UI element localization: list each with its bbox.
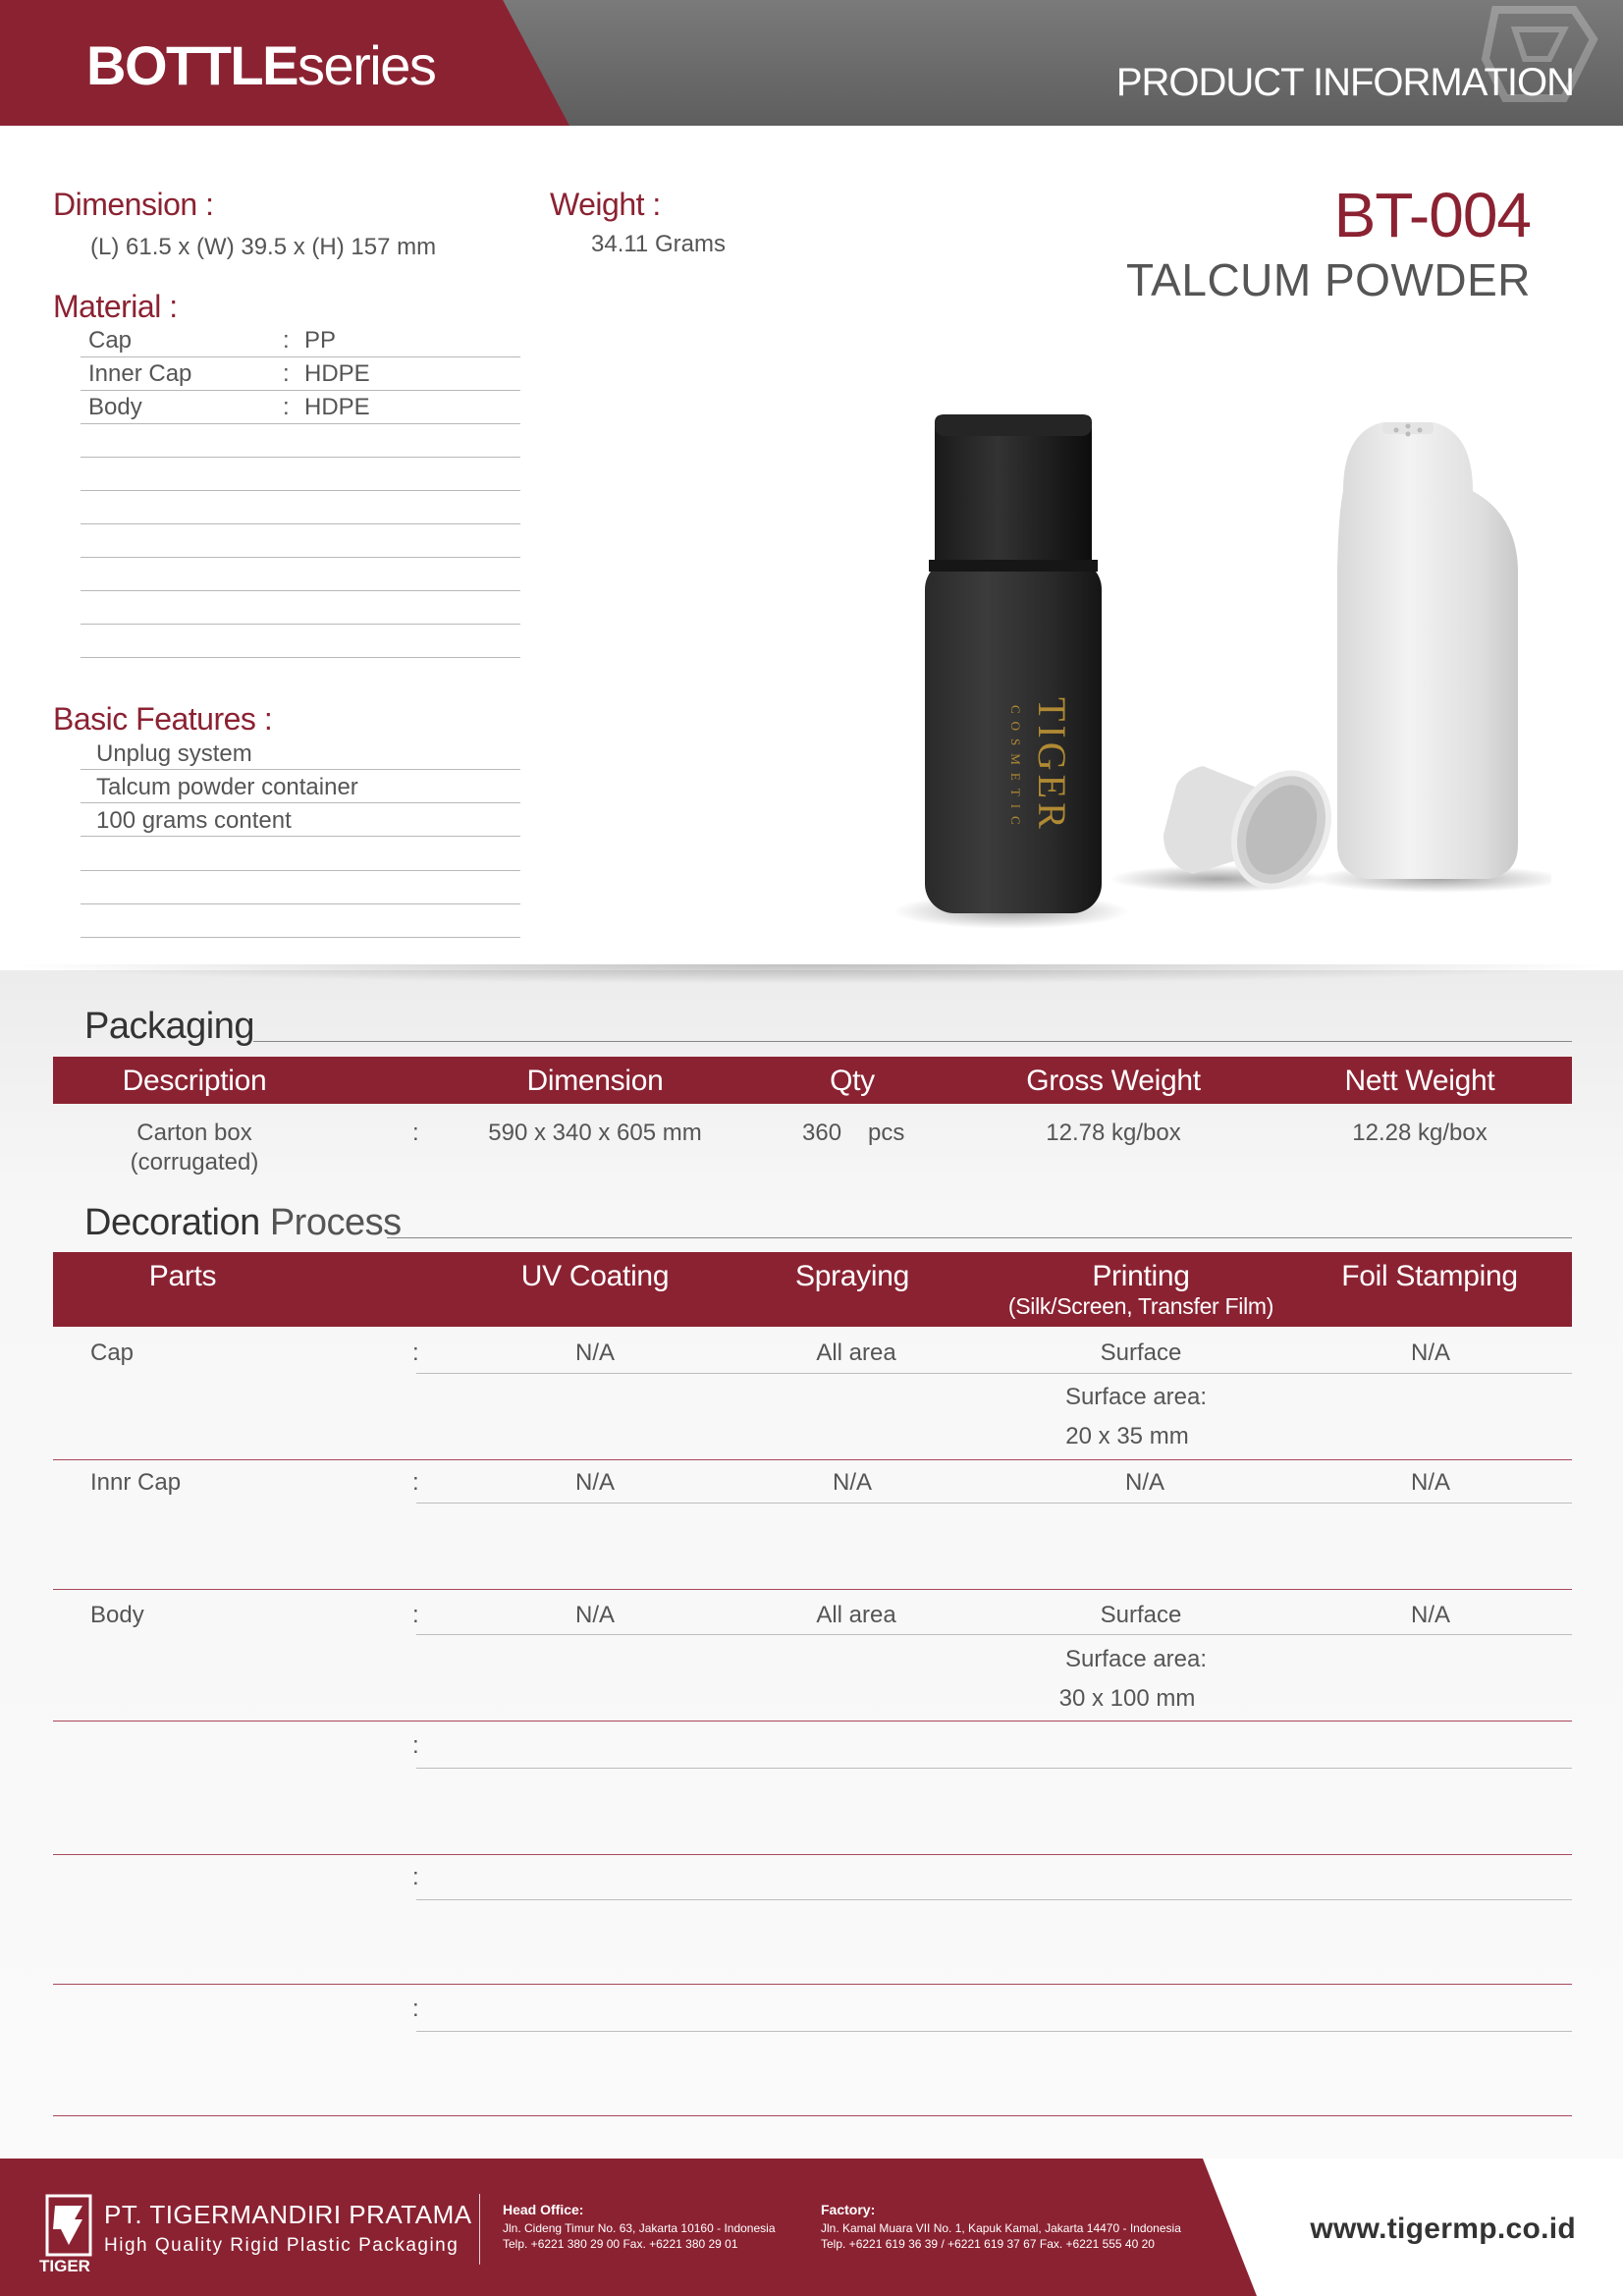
packaging-title-line [253,1041,1572,1042]
dimension-value: (L) 61.5 x (W) 39.5 x (H) 157 mm [90,234,437,260]
material-part: Inner Cap [88,360,192,387]
material-blank-line [81,657,520,658]
row-subline [416,1899,1572,1900]
row-divider [53,1854,1572,1855]
weight-label: Weight : [550,187,661,222]
decoration-header: Parts [148,1260,217,1292]
packaging-header: Qty [830,1065,875,1097]
feature-item [81,737,520,770]
decoration-print-area-value: 20 x 35 mm [1065,1423,1189,1449]
packaging-header-bar [53,1057,1572,1104]
packaging-header: Nett Weight [1344,1065,1495,1097]
decoration-foil: N/A [1410,1469,1451,1496]
material-sep: : [283,360,290,387]
head-office-label: Head Office: [503,2202,584,2217]
packaging-header: Gross Weight [1026,1065,1201,1097]
decoration-part: Innr Cap [90,1469,182,1496]
packaging-qty: 360 [802,1120,842,1146]
packaging-qty-unit: pcs [868,1120,905,1146]
decoration-spray: N/A [832,1469,873,1496]
factory-address: Jln. Kamal Muara VII No. 1, Kapuk Kamal, Jakarta 14470 - Indonesia [821,2221,1181,2235]
feature-item [81,770,520,803]
material-value: HDPE [304,394,370,420]
material-blank-line [81,624,520,625]
decoration-print-area-label: Surface area: [1064,1646,1208,1672]
decoration-title-line [387,1237,1572,1238]
packaging-title: Packaging [84,1006,254,1047]
decoration-print: Surface [1100,1339,1182,1366]
features-label-light: Basic [53,701,128,737]
head-office-phone: Telp. +6221 380 29 00 Fax. +6221 380 29 01 [503,2237,738,2251]
feature-text: Unplug system [96,740,252,767]
decoration-print-area-label: Surface area: [1064,1384,1208,1410]
decoration-header: Spraying [794,1260,910,1292]
decoration-print: Surface [1100,1602,1182,1628]
decoration-title [84,1202,402,1244]
decoration-header-bar [53,1252,1572,1327]
decoration-header: UV Coating [520,1260,670,1292]
panel-shadow [0,964,1623,984]
feature-blank-line [81,937,520,938]
series-title [86,33,435,97]
material-part: Cap [88,327,133,354]
series-title-light: series [297,34,436,96]
basic-features-label [53,701,272,738]
decoration-title-dark: Decoration [84,1202,260,1243]
company-name: PT. TIGERMANDIRI PRATAMA [104,2200,472,2229]
decoration-foil: N/A [1410,1339,1451,1366]
decoration-title-light: Process [269,1202,402,1243]
white-bottle [1337,422,1518,879]
factory-phone: Telp. +6221 619 36 39 / +6221 619 37 67 Fax. +6221 555 40 20 [821,2237,1155,2251]
page-header [0,0,1623,126]
material-value: HDPE [304,360,370,387]
website-link[interactable]: www.tigermp.co.id [1310,2213,1576,2245]
decoration-spray: All area [816,1339,896,1366]
decoration-print-area-value: 30 x 100 mm [1058,1685,1196,1712]
packaging-header: Dimension [526,1065,664,1097]
material-row [81,391,520,424]
decoration-header: Printing [1092,1260,1190,1292]
head-office-address: Jln. Cideng Timur No. 63, Jakarta 10160 - Indonesia [503,2221,776,2235]
features-label-dark: Features : [135,701,273,737]
series-title-bold: BOTTLE [86,34,298,96]
bottle-sub: COSMETIC [1008,705,1023,833]
decoration-uv: N/A [574,1469,616,1496]
feature-text: Talcum powder container [96,774,358,800]
packaging-nett: 12.28 kg/box [1352,1120,1488,1146]
bottle-brand: TIGER [1030,697,1074,833]
material-row [81,324,520,357]
row-subline [416,2031,1572,2032]
decoration-uv: N/A [574,1602,616,1628]
material-blank-line [81,557,520,558]
decoration-sep: : [412,1732,419,1759]
factory-label: Factory: [821,2202,876,2217]
product-information-label: PRODUCT INFORMATION [1115,61,1574,104]
footer-divider [479,2194,480,2265]
decoration-sep: : [412,1602,419,1628]
decoration-sep: : [412,1864,419,1890]
row-subline [416,1373,1572,1374]
packaging-sep: : [412,1120,419,1146]
row-divider [53,1589,1572,1590]
product-name: TALCUM POWDER [1126,254,1531,305]
material-blank-line [81,523,520,524]
row-divider [53,2115,1572,2116]
row-divider [53,1721,1572,1722]
feature-blank-line [81,870,520,871]
dimension-label: Dimension : [53,187,214,222]
weight-value: 34.11 Grams [591,231,726,257]
company-tagline: High Quality Rigid Plastic Packaging [104,2235,460,2256]
decoration-part: Cap [90,1339,135,1366]
feature-text: 100 grams content [96,807,292,834]
decoration-uv: N/A [574,1339,616,1366]
material-blank-line [81,490,520,491]
material-part: Body [88,394,142,420]
material-label: Material : [53,289,178,324]
material-sep: : [283,394,290,420]
decoration-foil: N/A [1410,1602,1451,1628]
packaging-dimension: 590 x 340 x 605 mm [488,1120,702,1146]
decoration-part: Body [90,1602,144,1628]
decoration-sep: : [412,1339,419,1366]
product-image [864,412,1551,943]
material-value: PP [304,327,337,354]
page-footer [0,2159,1623,2296]
material-blank-line [81,590,520,591]
packaging-desc: Carton box [136,1120,252,1146]
material-row [81,357,520,391]
material-sep: : [283,327,290,354]
decoration-sep: : [412,1469,419,1496]
printing-subheader: (Silk/Screen, Transfer Film) [1007,1293,1274,1319]
feature-item [81,803,520,837]
decoration-sep: : [412,1995,419,2022]
decoration-print: N/A [1124,1469,1165,1496]
row-divider [53,1459,1572,1460]
decoration-spray: All area [816,1602,896,1628]
packaging-gross: 12.78 kg/box [1046,1120,1181,1146]
feature-blank-line [81,903,520,904]
row-subline [416,1634,1572,1635]
black-bottle [925,414,1102,913]
row-subline [416,1768,1572,1769]
logo-text: TIGER [39,2257,90,2275]
material-blank-line [81,457,520,458]
packaging-header: Description [122,1065,267,1097]
packaging-desc-2: (corrugated) [130,1149,259,1175]
product-code: BT-004 [1333,180,1531,250]
row-divider [53,1984,1572,1985]
decoration-header: Foil Stamping [1341,1260,1518,1292]
